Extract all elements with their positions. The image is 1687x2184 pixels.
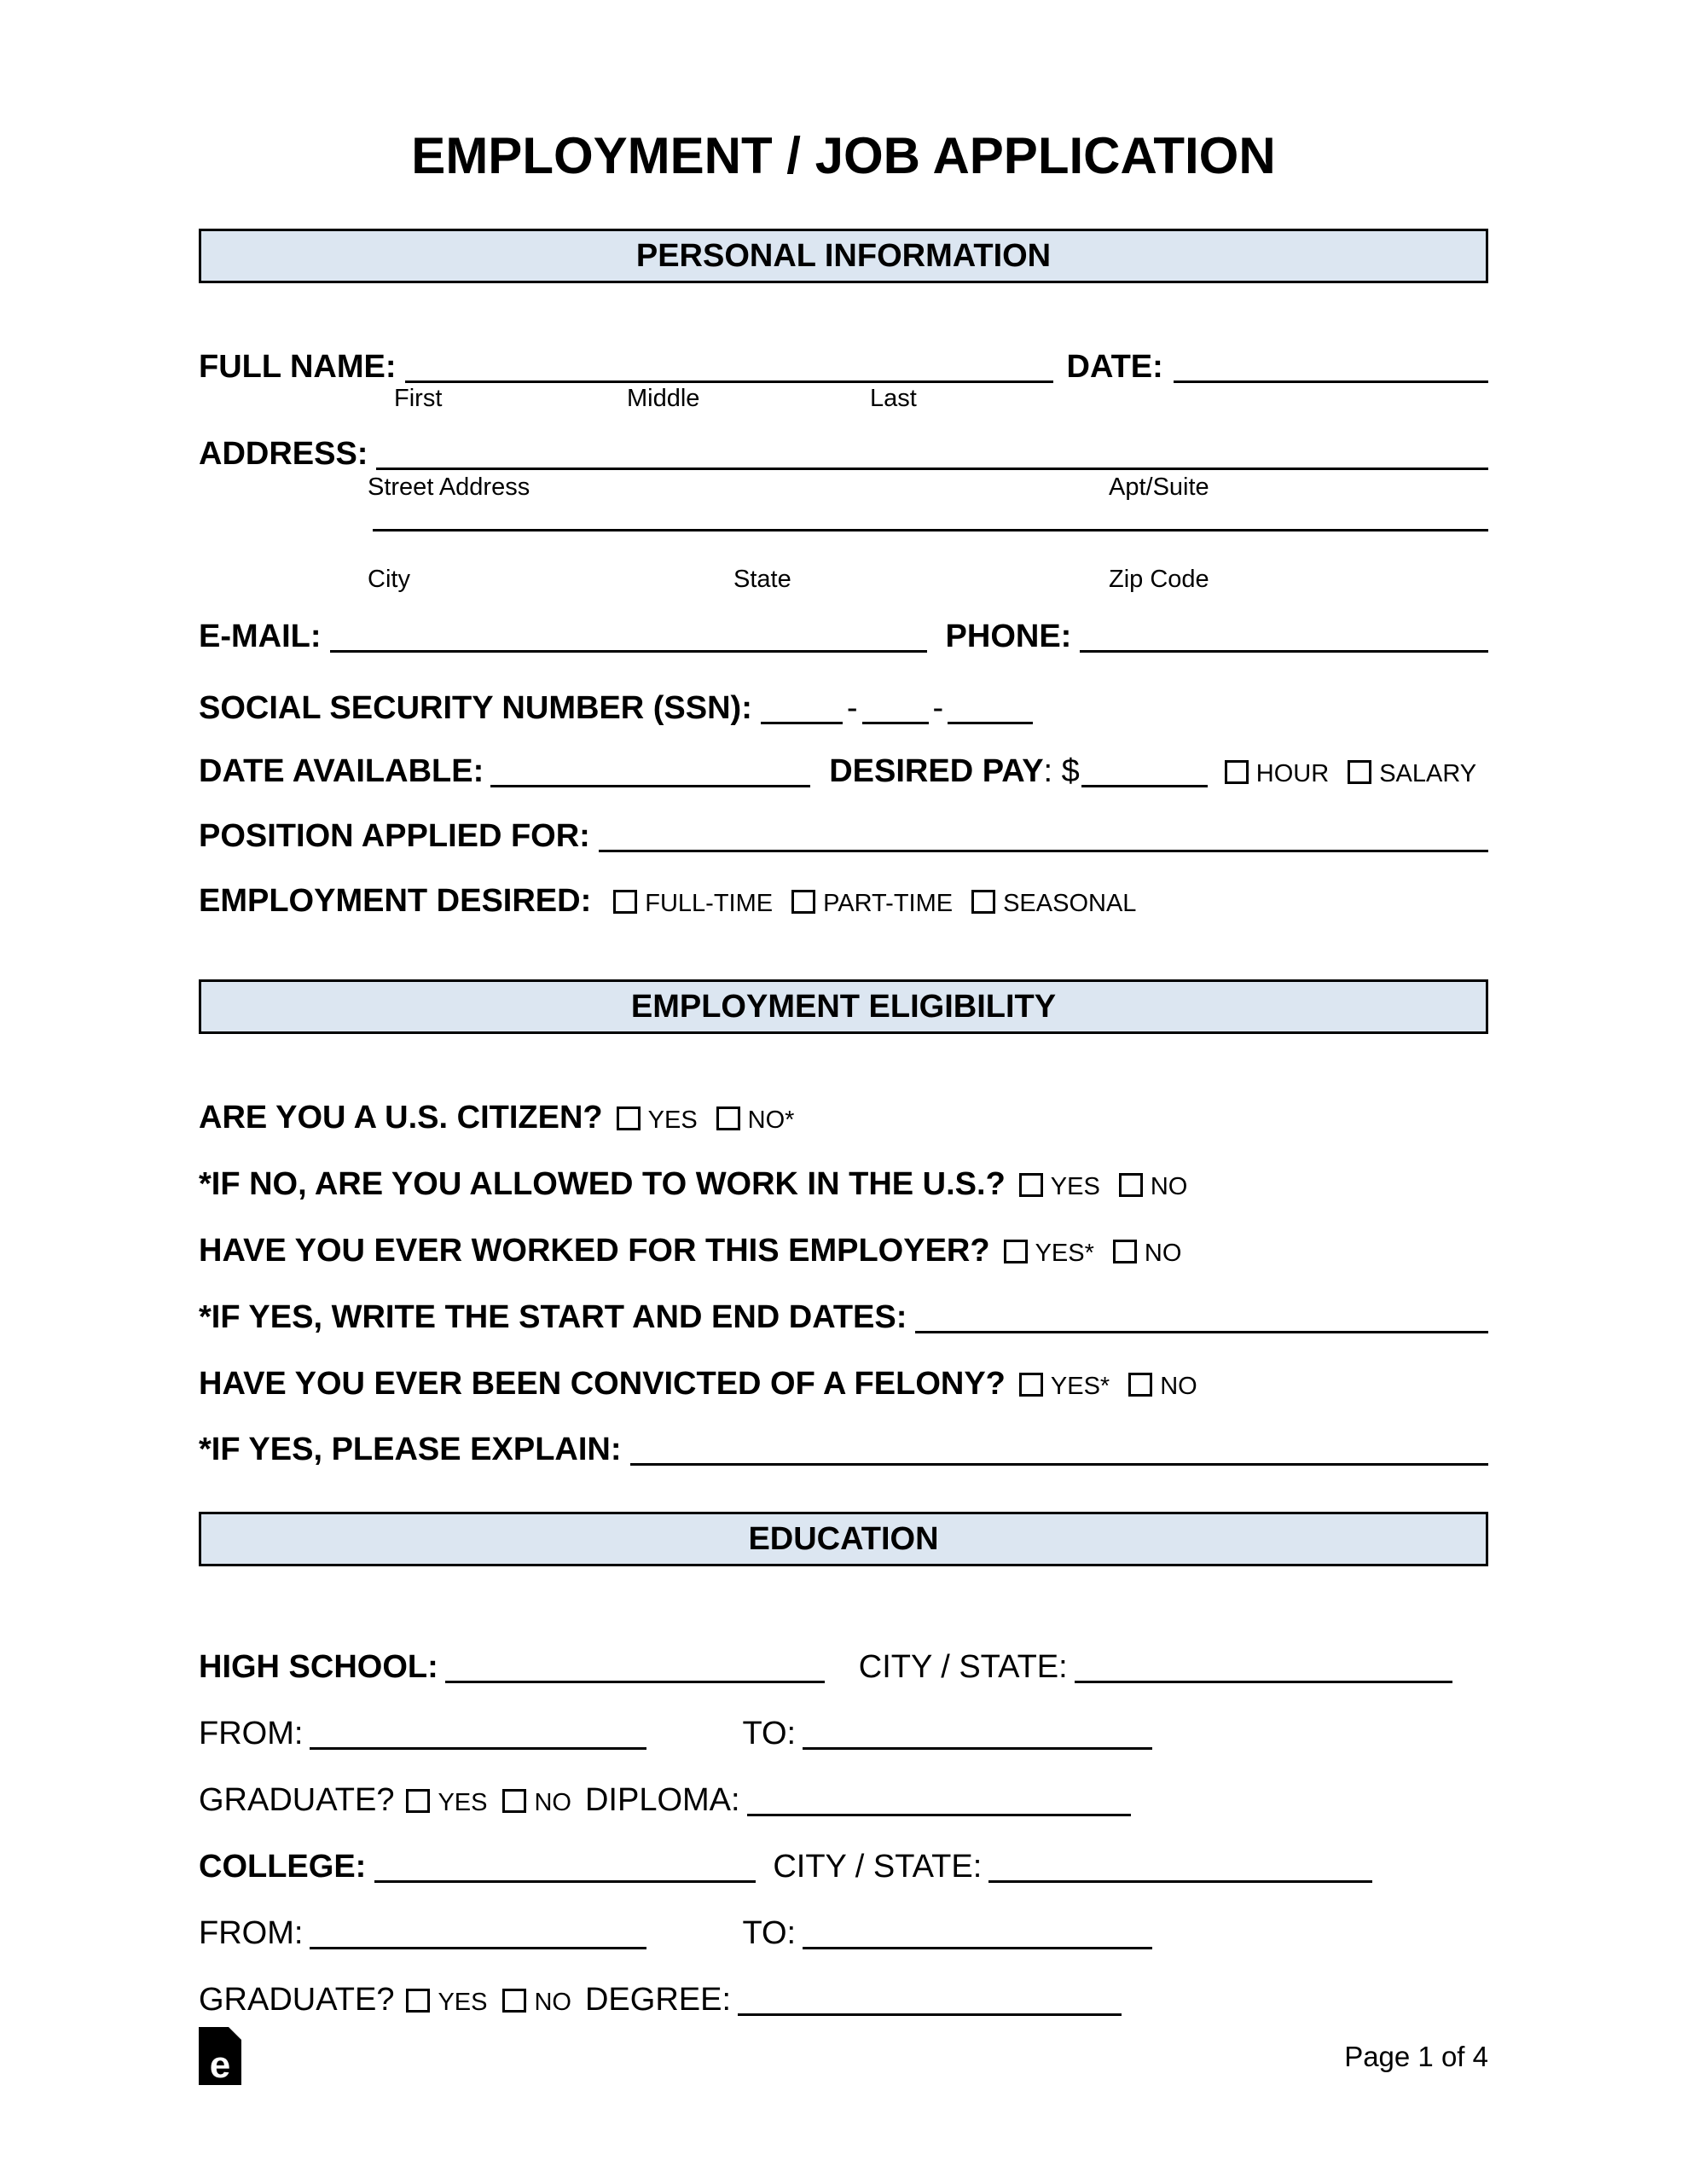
part-time-checkbox-label: PART-TIME bbox=[823, 890, 954, 917]
citizen-no-checkbox-icon[interactable] bbox=[716, 1107, 740, 1130]
hs-graduate-yes-checkbox-icon[interactable] bbox=[406, 1789, 430, 1813]
college-graduate-no-checkbox-icon[interactable] bbox=[502, 1989, 526, 2013]
college-graduate-yes-checkbox-icon[interactable] bbox=[406, 1989, 430, 2013]
city-sublabel: City bbox=[368, 566, 410, 593]
college-input-line[interactable] bbox=[374, 1880, 756, 1883]
employment-eligibility-section-title: EMPLOYMENT ELIGIBILITY bbox=[630, 988, 1057, 1025]
college-city-state-label: CITY / STATE: bbox=[773, 1849, 983, 1885]
personal-information-section-header bbox=[199, 229, 1488, 283]
hs-from-input-line[interactable] bbox=[310, 1747, 646, 1750]
college-graduate-row bbox=[199, 1981, 1488, 2020]
position-applied-label: POSITION APPLIED FOR: bbox=[199, 818, 590, 854]
felony-explain-row bbox=[199, 1431, 1488, 1470]
citizen-no-checkbox-label: NO* bbox=[747, 1107, 795, 1134]
high-school-input-line[interactable] bbox=[445, 1681, 825, 1683]
college-to-input-line[interactable] bbox=[803, 1947, 1152, 1949]
education-section-header bbox=[199, 1512, 1488, 1566]
date-available-pay-row bbox=[199, 752, 1488, 792]
ssn-input-line-1[interactable] bbox=[761, 722, 843, 724]
college-from-input-line[interactable] bbox=[310, 1947, 646, 1949]
worked-before-question-label: HAVE YOU EVER WORKED FOR THIS EMPLOYER? bbox=[199, 1233, 990, 1269]
felony-explain-input-line[interactable] bbox=[630, 1463, 1488, 1466]
citizen-question-row bbox=[199, 1099, 1488, 1138]
full-name-input-line[interactable] bbox=[405, 380, 1053, 383]
part-time-checkbox-icon[interactable] bbox=[791, 890, 815, 914]
college-graduate-label: GRADUATE? bbox=[199, 1982, 395, 2018]
apt-suite-sublabel: Apt/Suite bbox=[1109, 473, 1209, 501]
degree-label: DEGREE: bbox=[584, 1982, 732, 2018]
first-name-sublabel: First bbox=[394, 385, 443, 412]
diploma-label: DIPLOMA: bbox=[584, 1782, 740, 1818]
worked-before-question-row bbox=[199, 1232, 1488, 1271]
eforms-logo bbox=[199, 2027, 241, 2085]
date-label: DATE: bbox=[1066, 349, 1163, 385]
position-applied-row bbox=[199, 817, 1488, 857]
felony-yes-checkbox-label: YES* bbox=[1050, 1373, 1110, 1400]
felony-no-checkbox-icon[interactable] bbox=[1128, 1373, 1152, 1397]
hour-checkbox-icon[interactable] bbox=[1225, 760, 1249, 784]
street-address-sublabel: Street Address bbox=[368, 473, 530, 501]
high-school-label: HIGH SCHOOL: bbox=[199, 1649, 438, 1685]
degree-input-line[interactable] bbox=[738, 2013, 1122, 2016]
email-input-line[interactable] bbox=[330, 650, 927, 653]
email-phone-row bbox=[199, 618, 1488, 657]
citizen-yes-checkbox-icon[interactable] bbox=[617, 1107, 641, 1130]
employment-eligibility-section-header bbox=[199, 979, 1488, 1034]
allowed-no-checkbox-label: NO bbox=[1150, 1173, 1188, 1200]
address-row bbox=[199, 435, 1488, 474]
high-school-graduate-row bbox=[199, 1781, 1488, 1821]
personal-information-section-title: PERSONAL INFORMATION bbox=[635, 237, 1052, 274]
employment-desired-row bbox=[199, 882, 1488, 921]
allowed-yes-checkbox-label: YES bbox=[1050, 1173, 1100, 1200]
diploma-input-line[interactable] bbox=[747, 1814, 1131, 1816]
date-input-line[interactable] bbox=[1174, 380, 1488, 383]
start-end-dates-input-line[interactable] bbox=[915, 1331, 1488, 1333]
hs-city-state-input-line[interactable] bbox=[1075, 1681, 1452, 1683]
start-end-dates-row bbox=[199, 1298, 1488, 1338]
logo-fold-icon bbox=[229, 2027, 241, 2040]
phone-label: PHONE: bbox=[945, 619, 1072, 654]
hs-from-label: FROM: bbox=[199, 1716, 304, 1751]
seasonal-checkbox-label: SEASONAL bbox=[1003, 890, 1137, 917]
desired-pay-label: DESIRED PAY bbox=[829, 753, 1044, 789]
high-school-row bbox=[199, 1648, 1488, 1687]
college-row bbox=[199, 1848, 1488, 1887]
ssn-row bbox=[199, 689, 1488, 729]
seasonal-checkbox-icon[interactable] bbox=[971, 890, 995, 914]
address-row-2 bbox=[199, 523, 1488, 526]
felony-explain-label: *IF YES, PLEASE EXPLAIN: bbox=[199, 1432, 622, 1467]
salary-checkbox-icon[interactable] bbox=[1348, 760, 1371, 784]
college-graduate-no-checkbox-label: NO bbox=[534, 1989, 571, 2016]
college-label: COLLEGE: bbox=[199, 1849, 367, 1885]
worked-no-checkbox-icon[interactable] bbox=[1113, 1240, 1137, 1263]
citizen-question-label: ARE YOU A U.S. CITIZEN? bbox=[199, 1100, 603, 1136]
felony-question-row bbox=[199, 1365, 1488, 1404]
citizen-yes-checkbox-label: YES bbox=[647, 1107, 698, 1134]
hs-graduate-no-checkbox-label: NO bbox=[534, 1789, 571, 1816]
zip-code-sublabel: Zip Code bbox=[1109, 566, 1209, 593]
worked-no-checkbox-label: NO bbox=[1144, 1240, 1182, 1267]
ssn-separator-2: - bbox=[932, 690, 944, 726]
felony-yes-checkbox-icon[interactable] bbox=[1019, 1373, 1043, 1397]
hs-to-label: TO: bbox=[742, 1716, 797, 1751]
ssn-input-line-2[interactable] bbox=[862, 722, 929, 724]
ssn-separator-1: - bbox=[846, 690, 858, 726]
hs-graduate-label: GRADUATE? bbox=[199, 1782, 395, 1818]
desired-pay-suffix: : $ bbox=[1043, 753, 1080, 789]
state-sublabel: State bbox=[733, 566, 791, 593]
allowed-to-work-question-row bbox=[199, 1165, 1488, 1205]
allowed-no-checkbox-icon[interactable] bbox=[1119, 1173, 1143, 1197]
felony-no-checkbox-label: NO bbox=[1160, 1373, 1197, 1400]
worked-yes-checkbox-label: YES* bbox=[1035, 1240, 1094, 1267]
date-available-input-line[interactable] bbox=[490, 785, 810, 787]
hour-checkbox-label: HOUR bbox=[1255, 760, 1330, 787]
hs-to-input-line[interactable] bbox=[803, 1747, 1152, 1750]
desired-pay-input-line[interactable] bbox=[1081, 785, 1208, 787]
allowed-yes-checkbox-icon[interactable] bbox=[1019, 1173, 1043, 1197]
address-label: ADDRESS: bbox=[199, 436, 368, 472]
logo-letter: e bbox=[209, 2044, 231, 2086]
page-title: EMPLOYMENT / JOB APPLICATION bbox=[411, 127, 1276, 184]
email-label: E-MAIL: bbox=[199, 619, 322, 654]
phone-input-line[interactable] bbox=[1080, 650, 1488, 653]
college-dates-row bbox=[199, 1914, 1488, 1954]
position-applied-input-line[interactable] bbox=[599, 850, 1488, 852]
full-time-checkbox-icon[interactable] bbox=[613, 890, 637, 914]
felony-question-label: HAVE YOU EVER BEEN CONVICTED OF A FELONY? bbox=[199, 1366, 1006, 1402]
college-graduate-yes-checkbox-label: YES bbox=[438, 1989, 488, 2016]
full-name-label: FULL NAME: bbox=[199, 349, 397, 385]
ssn-input-line-3[interactable] bbox=[948, 722, 1033, 724]
last-name-sublabel: Last bbox=[870, 385, 917, 412]
city-state-zip-input-line[interactable] bbox=[373, 529, 1488, 531]
allowed-to-work-question-label: *IF NO, ARE YOU ALLOWED TO WORK IN THE U.S.? bbox=[199, 1166, 1006, 1202]
college-city-state-input-line[interactable] bbox=[988, 1880, 1372, 1883]
street-address-input-line[interactable] bbox=[376, 468, 1488, 470]
salary-checkbox-label: SALARY bbox=[1379, 760, 1477, 787]
college-from-label: FROM: bbox=[199, 1915, 304, 1951]
middle-name-sublabel: Middle bbox=[627, 385, 700, 412]
hs-city-state-label: CITY / STATE: bbox=[858, 1649, 1068, 1685]
ssn-label: SOCIAL SECURITY NUMBER (SSN): bbox=[199, 690, 752, 726]
start-end-dates-label: *IF YES, WRITE THE START AND END DATES: bbox=[199, 1299, 907, 1335]
college-to-label: TO: bbox=[742, 1915, 797, 1951]
full-time-checkbox-label: FULL-TIME bbox=[645, 890, 774, 917]
high-school-dates-row bbox=[199, 1715, 1488, 1754]
education-section-title: EDUCATION bbox=[748, 1520, 939, 1557]
worked-yes-checkbox-icon[interactable] bbox=[1004, 1240, 1028, 1263]
date-available-label: DATE AVAILABLE: bbox=[199, 753, 484, 789]
full-name-row bbox=[199, 348, 1488, 387]
employment-desired-label: EMPLOYMENT DESIRED: bbox=[199, 883, 592, 919]
page-number-label: Page 1 of 4 bbox=[1344, 2041, 1488, 2072]
hs-graduate-no-checkbox-icon[interactable] bbox=[502, 1789, 526, 1813]
hs-graduate-yes-checkbox-label: YES bbox=[438, 1789, 488, 1816]
